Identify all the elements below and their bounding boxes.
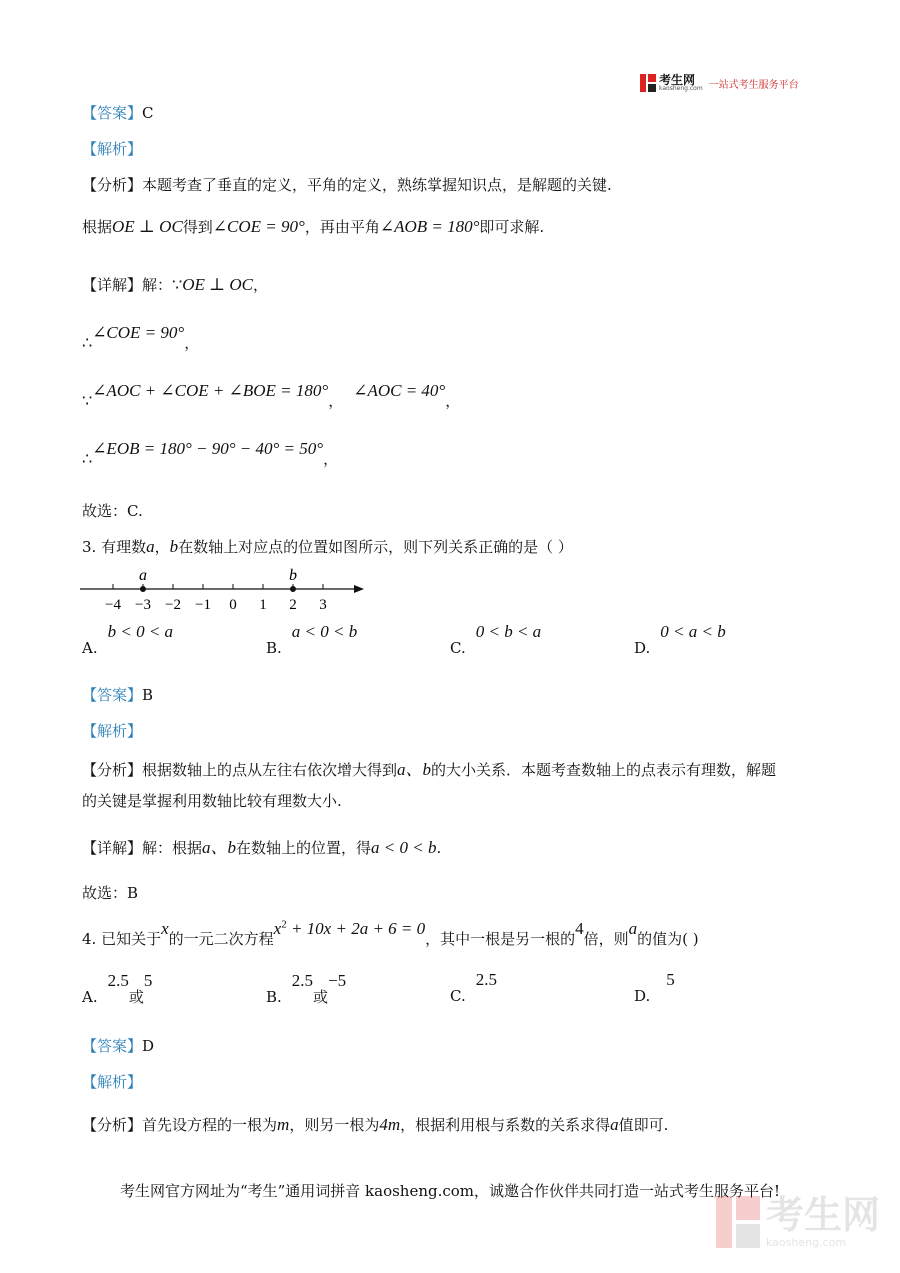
var-m: m [277,1115,290,1134]
q3-conclusion: 故选：B [82,884,139,902]
text: 解：根据 [142,839,203,857]
text: ， [252,276,268,294]
text: 即可求解. [479,218,545,236]
point-a-dot [140,586,146,592]
q4-option-c [450,970,497,1005]
math-coe-90: ∠COE = 90° [212,217,305,236]
fenxi-tag: 【分析】 [82,176,143,194]
kaosheng-watermark-icon [716,1196,760,1248]
option-value: 2.5 [291,971,314,990]
var-b: b [169,537,179,556]
q2-answer-line [82,102,154,123]
q2-conclusion: 故选：C. [82,502,143,520]
text: 3. 有理数 [82,538,147,556]
var-x: x [161,919,169,938]
text: ， [154,538,170,556]
text: 值即可. [618,1116,669,1134]
watermark-domain: kaosheng.com [766,1236,847,1249]
text: ， [184,334,200,352]
fenxi-tag: 【分析】 [82,1116,143,1134]
text: 的值为( ) [637,930,699,948]
fenxi-tag: 【分析】 [82,761,143,779]
q2-answer: C [142,104,154,122]
point-a-label: a [139,567,147,584]
option-label: D. [634,987,651,1005]
answer-tag: 【答案】 [82,686,143,704]
q2-detail-line [82,274,268,295]
q3-option-c [450,622,542,657]
q2-fenxi-text: 本题考查了垂直的定义，平角的定义，熟练掌握知识点，是解题的关键. [142,176,612,194]
text: 根据 [82,218,113,236]
q3-answer-line [82,684,153,705]
watermark [716,1193,881,1249]
text: 解： [142,276,173,294]
text: 倍，则 [583,930,629,948]
text: 得到 [182,218,213,236]
option-expr: 0 < a < b [660,622,726,641]
var-a-b: a、b [202,838,237,857]
option-label: C. [450,639,466,657]
text: 4. 已知关于 [82,930,162,948]
option-value: 5 [666,970,675,989]
var-a: a [146,537,155,556]
q3-option-a [82,622,174,657]
text: 在数轴上对应点的位置如图所示，则下列关系正确的是（ ） [178,538,573,556]
option-value: −5 [328,971,347,990]
option-label: D. [634,639,651,657]
detail-tag: 【详解】 [82,276,143,294]
tick-label: 2 [289,597,297,613]
option-label: C. [450,987,466,1005]
option-label: B. [266,639,282,657]
tick-label: −3 [135,597,151,613]
option-expr: 0 < b < a [475,622,542,641]
option-label: B. [266,988,282,1006]
text: . [436,839,442,857]
text: 根据数轴上的点从左往右依次增大得到 [142,761,398,779]
text: ，则另一根为 [289,1116,380,1134]
q3-option-b [266,622,358,657]
q2-step-2 [82,380,461,410]
logo-name: 考生网 [659,73,696,87]
because-symbol: ∵ [172,275,183,294]
text: ，再由平角 [304,218,380,236]
therefore-symbol: ∴ [82,333,93,352]
q4-option-b [266,970,347,1006]
kaosheng-logo-icon [640,74,656,92]
q3-fenxi-line-1 [82,755,776,780]
answer-tag: 【答案】 [82,104,143,122]
q2-step-3 [82,438,339,468]
option-value: 5 [143,971,153,990]
text: 的大小关系．本题考查数轴上的点表示有理数，解题 [431,761,777,779]
eq-x: x [273,919,282,938]
q3-answer: B [142,686,154,704]
math-a-lt-0-lt-b: a < 0 < b [371,838,437,857]
math-oe-perp-oc: OE ⊥ OC [112,217,183,236]
tick-label: −2 [165,597,181,613]
option-label: A. [82,639,98,657]
q4-option-a [82,970,153,1006]
q4-fenxi-line [82,1114,668,1135]
text: 的一元二次方程 [168,930,274,948]
var-a: a [610,1115,619,1134]
option-expr: a < 0 < b [291,622,358,641]
tick-label: 3 [319,597,327,613]
detail-tag: 【详解】 [82,839,143,857]
option-expr: b < 0 < a [107,622,174,641]
option-label: A. [82,988,98,1006]
tick-label: 0 [229,597,237,613]
math-oe-perp-oc: OE ⊥ OC [182,275,253,294]
because-symbol: ∵ [82,391,93,410]
math-coe-90: ∠COE = 90° [92,323,185,342]
math-eob-50: ∠EOB = 180° − 90° − 40° = 50° [92,439,324,458]
math-aob-180: ∠AOB = 180° [379,217,480,236]
q4-analysis-tag: 【解析】 [82,1073,143,1091]
q4-stem [82,918,699,948]
q3-option-d [634,622,726,657]
option-value: 2.5 [107,971,129,990]
q2-analysis-tag: 【解析】 [82,140,143,158]
math-angle-sum: ∠AOC + ∠COE + ∠BOE = 180° [92,381,329,400]
q3-analysis-tag: 【解析】 [82,722,143,740]
point-b-label: b [289,567,297,584]
q3-detail-line [82,833,441,858]
eq-exponent: 2 [281,918,287,931]
var-a: a [628,919,638,938]
option-value: 2.5 [475,970,497,989]
footer-text: 考生网官方网址为“考生”通用词拼音 kaosheng.com，诚邀合作伙伴共同打造一站式考生服务平台! [119,1182,781,1200]
tick-label: −4 [105,597,121,613]
text: ，其中一根是另一根的 [425,930,576,948]
logo-slogan: 一站式考生服务平台 [708,79,799,91]
q2-fenxi-line [82,174,612,195]
var-a-b: a、b [397,760,432,779]
tick-label: 1 [259,597,267,613]
watermark-name: 考生网 [766,1193,881,1237]
math-aoc-40: ∠AOC = 40° [353,381,446,400]
text: 在数轴上的位置，得 [236,839,372,857]
option-or: 或 [313,988,329,1006]
eq-rest: + 10x + 2a + 6 = 0 [286,919,426,938]
q4-answer: D [142,1037,155,1055]
text: 首先设方程的一根为 [142,1116,278,1134]
q3-fenxi-line-2: 的关键是掌握利用数轴比较有理数大小. [82,792,342,810]
number-line-figure [80,562,380,614]
q2-step-1 [82,322,200,352]
arrow-right-icon [354,585,364,593]
header-logo [640,72,799,94]
point-b-dot [290,586,296,592]
logo-domain: kaosheng.com [659,85,703,92]
therefore-symbol: ∴ [82,449,93,468]
q3-stem [82,536,573,557]
text: ，根据利用根与系数的关系求得 [400,1116,611,1134]
option-or: 或 [128,988,144,1006]
tick-label: −1 [195,597,211,613]
q4-option-d [634,970,675,1005]
q2-hint-line [82,216,544,237]
text: ， [323,450,339,468]
num-four: 4 [575,919,584,938]
text: ， [445,392,461,410]
math-equation [274,919,425,938]
text: ， [328,392,344,410]
var-4m: 4m [379,1115,401,1134]
q4-answer-line [82,1035,154,1056]
answer-tag: 【答案】 [82,1037,143,1055]
